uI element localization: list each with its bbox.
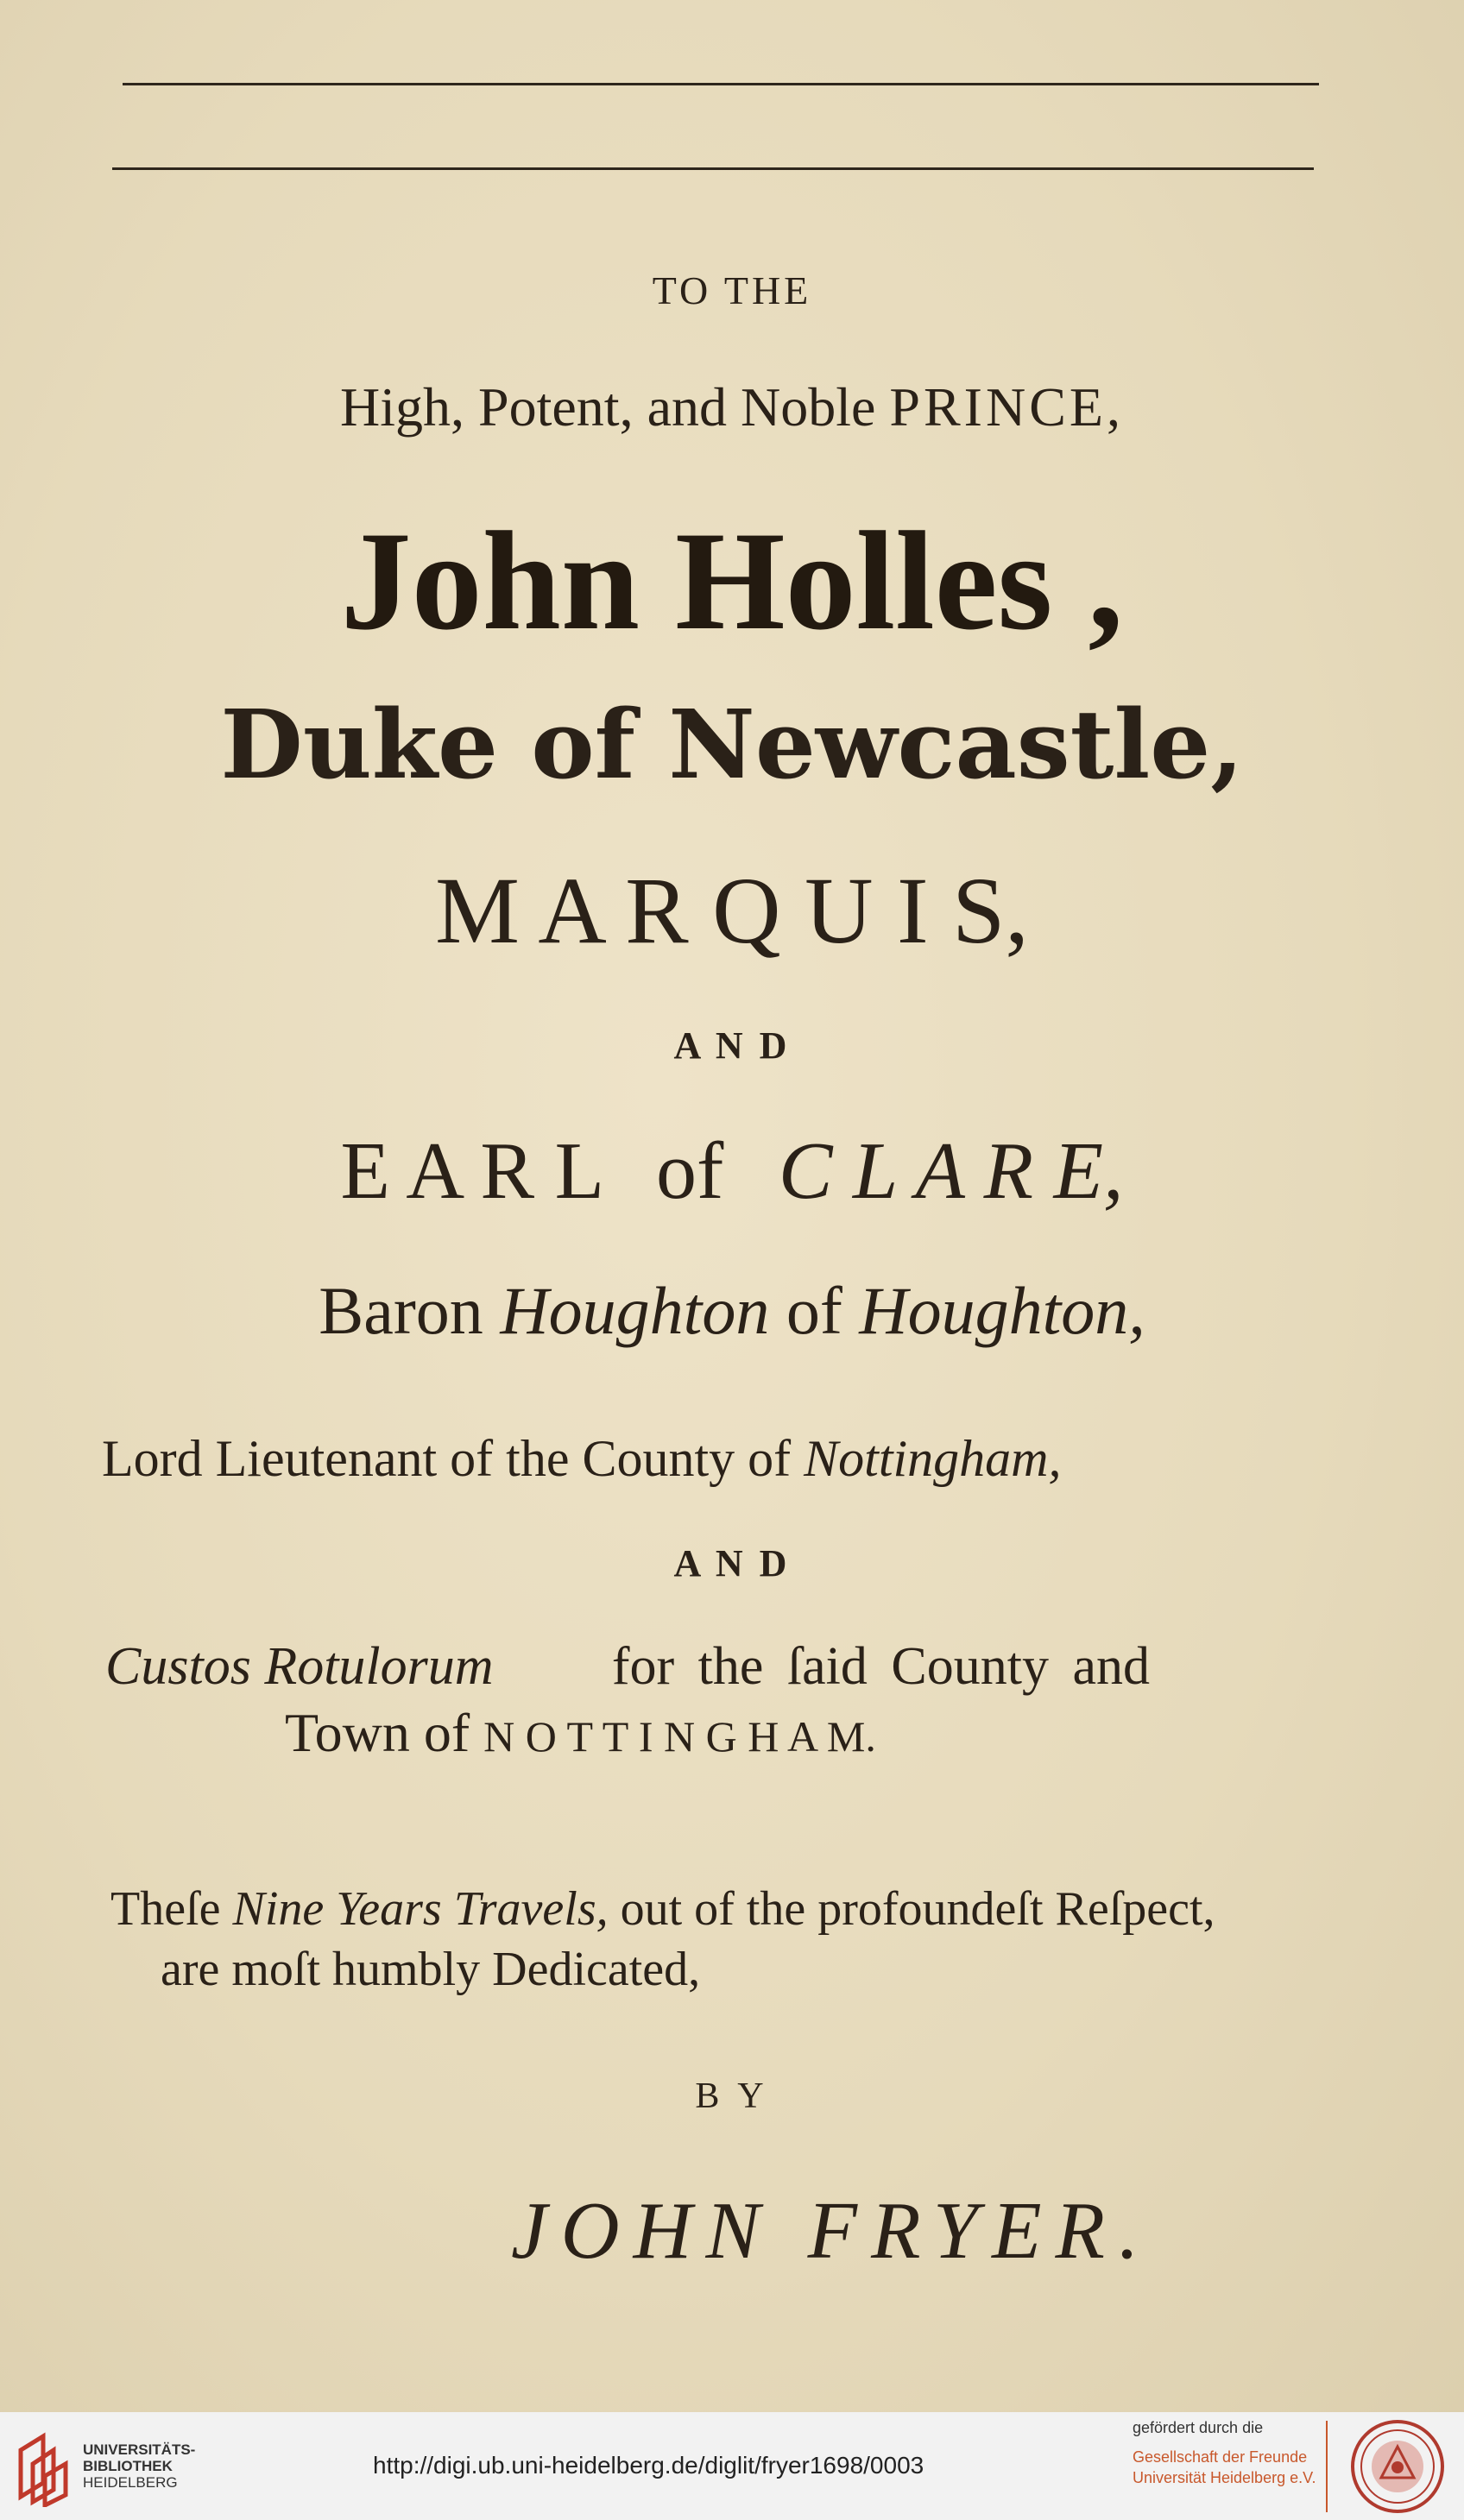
dedicated-line: are moſt humbly Dedicated, — [161, 1943, 701, 1996]
these-line: Theſe Nine Years Travels, out of the profoundeſt Reſpect, — [110, 1882, 1215, 1936]
to-the-line: TO THE — [652, 268, 812, 312]
top-rule-1 — [123, 83, 1319, 85]
sponsor-divider — [1326, 2421, 1328, 2512]
john-holles-line: John Holles , — [340, 503, 1124, 659]
university-library-logo — [14, 2429, 71, 2507]
earl-line: E A R L of C L A R E, — [340, 1126, 1124, 1216]
top-rule-2 — [112, 167, 1314, 170]
author-line: JOHN FRYER. — [511, 2186, 1153, 2276]
sponsor-heading: gefördert durch die — [1133, 2419, 1264, 2436]
baron-line: Baron Houghton of Houghton, — [319, 1273, 1145, 1348]
library-name: UNIVERSITÄTS- BIBLIOTHEK HEIDELBERG — [83, 2441, 196, 2491]
town-of-line: Town of N O T T I N G H A M. — [285, 1702, 876, 1763]
lord-lieutenant-line: Lord Lieutenant of the County of Nottingham, — [102, 1430, 1062, 1487]
sponsor-name: Gesellschaft der Freunde Universität Heidelberg e.V. — [1133, 2448, 1316, 2486]
high-potent-line: High, Potent, and Noble PRINCE, — [340, 376, 1124, 438]
by-line: B Y — [695, 2076, 769, 2116]
footer-bar — [0, 2412, 1464, 2520]
and-line-1: A N D — [673, 1024, 791, 1067]
and-line-2: A N D — [673, 1542, 791, 1584]
university-seal-icon — [1347, 2417, 1448, 2516]
permalink-url[interactable]: http://digi.ub.uni-heidelberg.de/diglit/fryer1698/0003 — [373, 2452, 924, 2479]
duke-line: Duke of Newcastle, — [220, 689, 1244, 800]
custos-line: Custos Rotulorum for the ſaid County and — [105, 1637, 1150, 1696]
marquis-line: M A R Q U I S, — [435, 858, 1029, 963]
